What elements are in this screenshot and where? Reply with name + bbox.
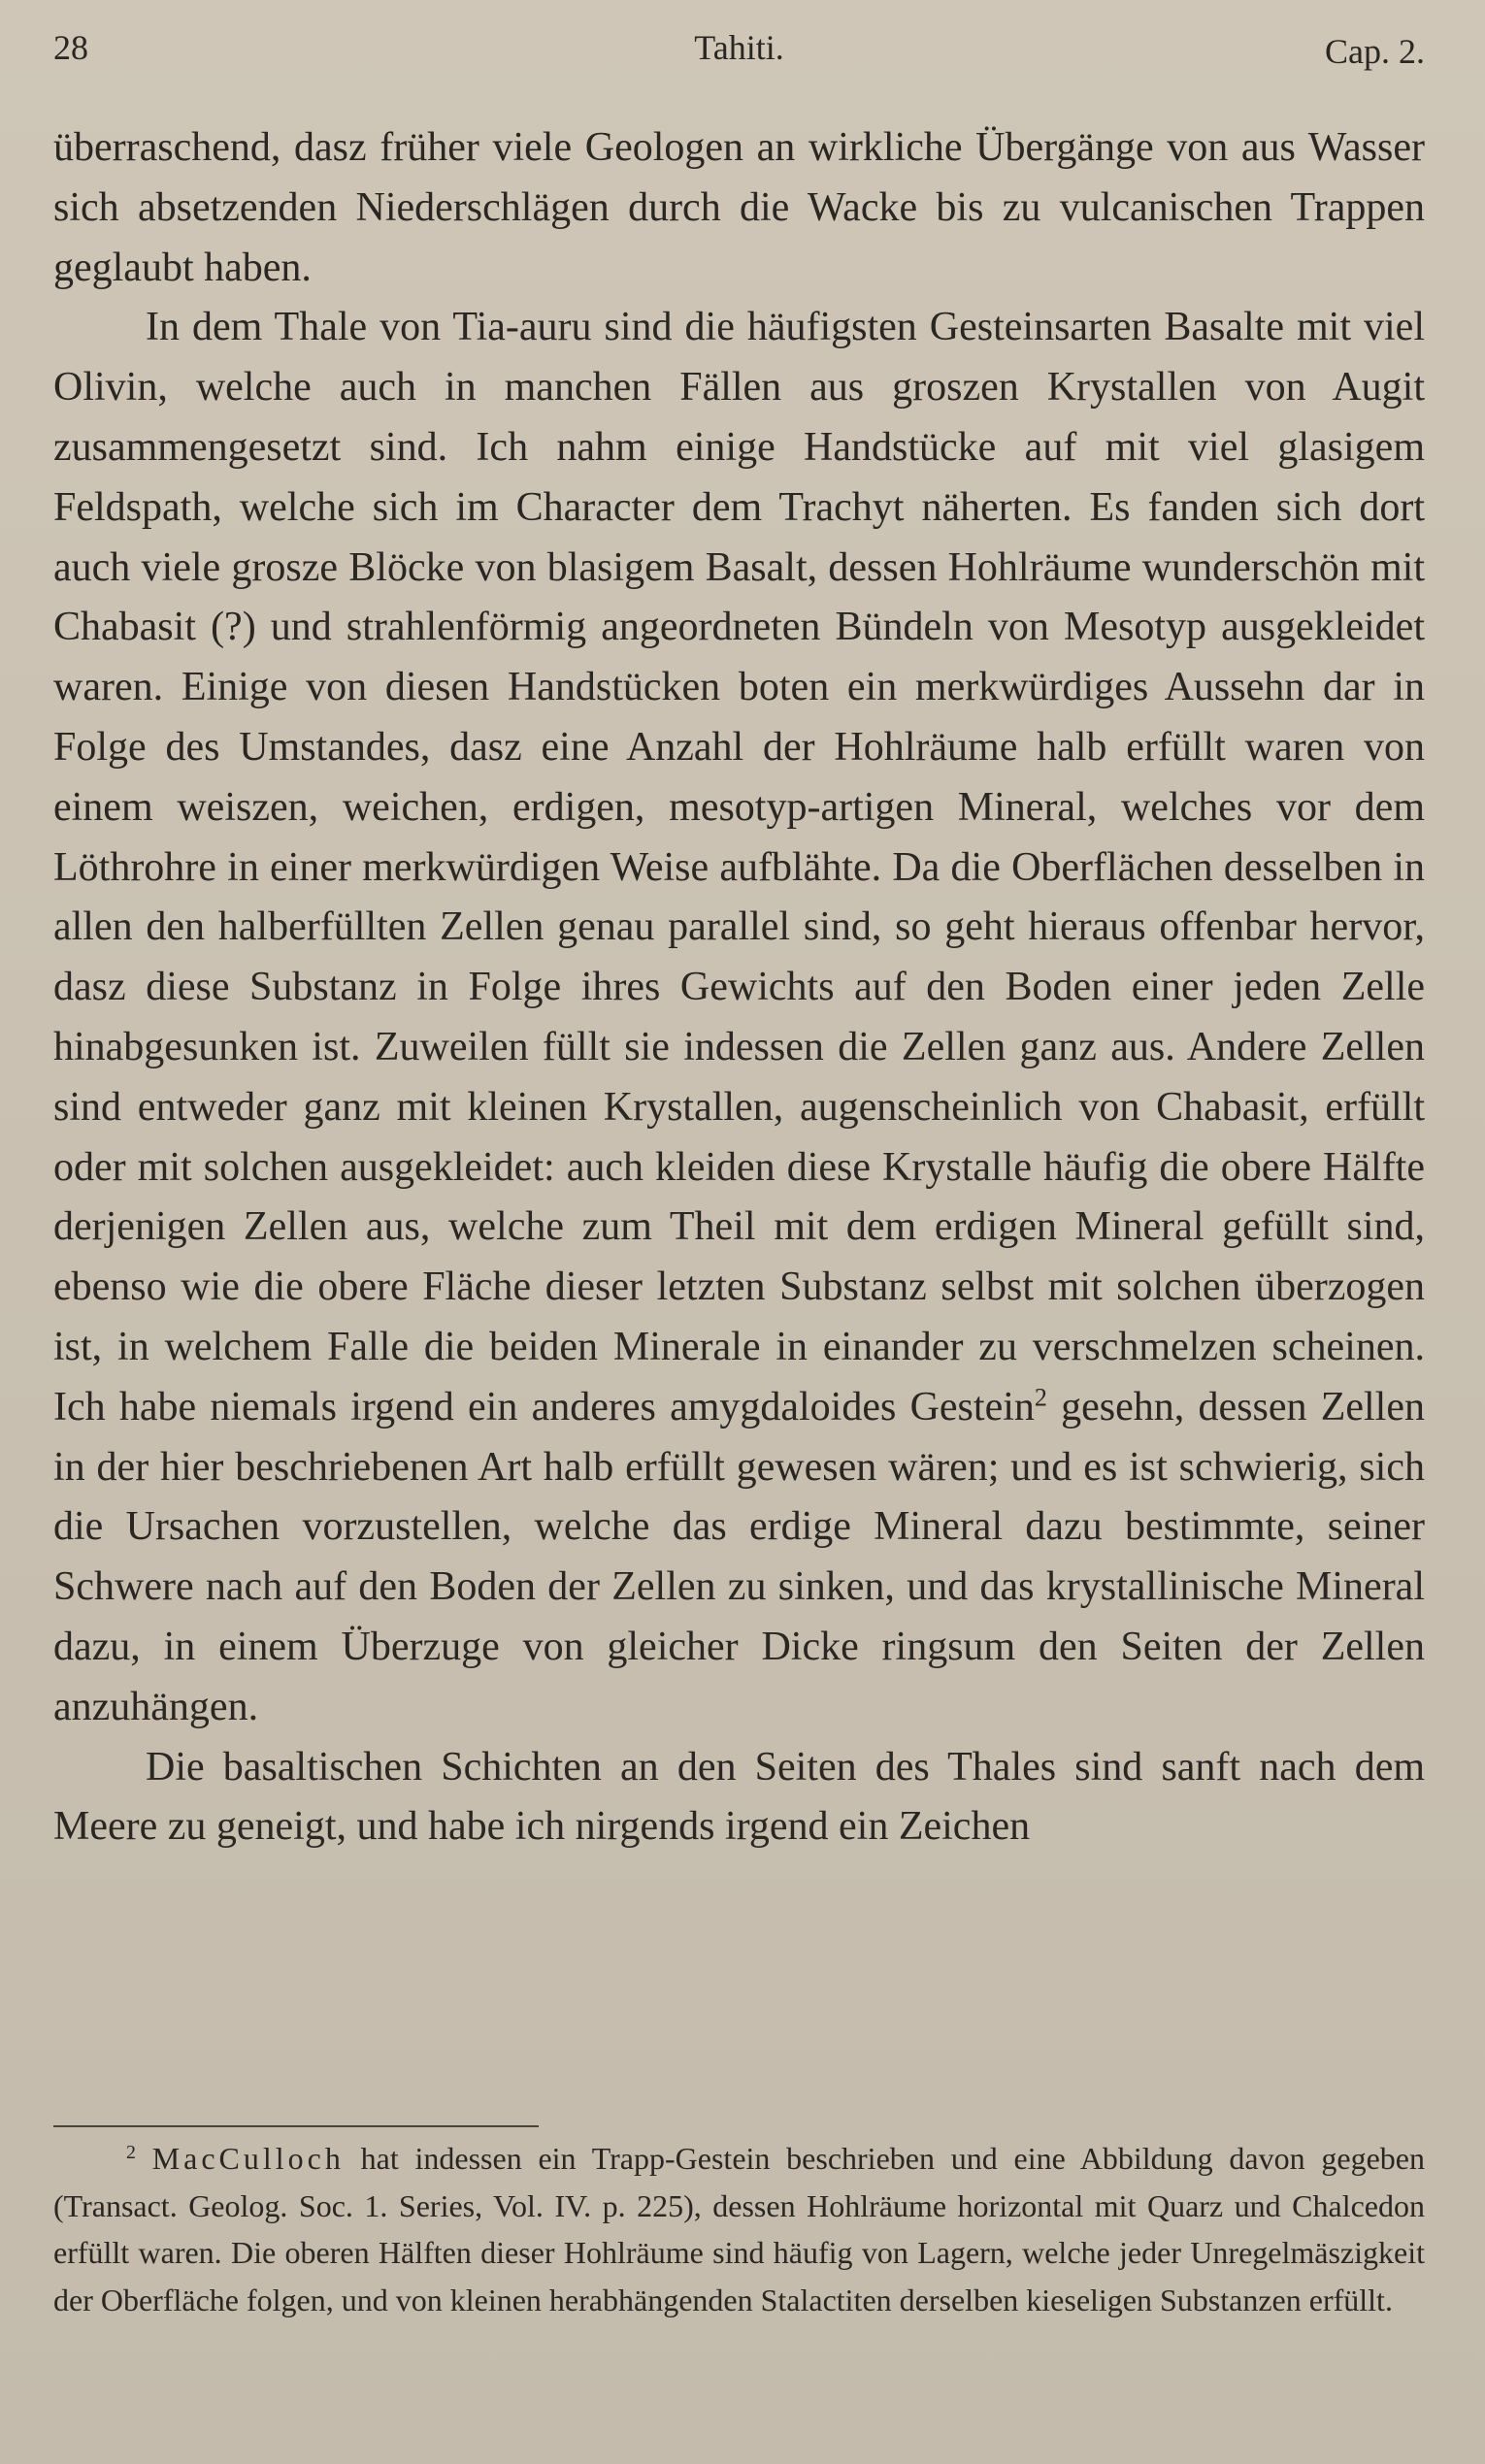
footnote-text: hat indessen ein Trapp-Gestein beschrieben und eine Abbildung davon gegeben (Transact. Geolog. Soc. 1. Series, Vol. IV. p. 225), dessen Hohlräume horizontal mit Quarz und Chalcedon erfüllt waren. Die oberen Hälften dieser Hohlräume sind häufig von Lagern, welche jeder Unregelmäszigkeit der Oberfläche folgen, und von kleinen herabhängenden Stalactiten derselben kieseligen Substanzen erfüllt. <box>53 2141 1426 2317</box>
footnote-rule <box>53 2125 539 2127</box>
running-title: Tahiti. <box>694 28 784 67</box>
paragraph-tia-auru <box>53 298 1425 1737</box>
footnote-author: MacCulloch <box>151 2141 345 2176</box>
chapter-label: Cap. 2. <box>1325 32 1425 71</box>
paragraph-text: In dem Thale von Tia-auru sind die häufigsten Gesteinsarten Basalte mit viel Olivin, welche auch in manchen Fällen aus groszen Krystallen von Augit zusammengesetzt sind. Ich nahm einige Handstücke auf mit viel glasigem Feldspath, welche sich im Character dem Trachyt näherten. Es fanden sich dort auch viele grosze Blöcke von blasigem Basalt, dessen Hohlräume wunderschön mit Chabasit (?) und strahlenförmig angeordneten Bündeln von Mesotyp ausgekleidet waren. Einige von diesen Handstücken boten ein merkwürdiges Aussehn dar in Folge des Umstandes, dasz eine Anzahl der Hohlräume halb erfüllt waren von einem weiszen, weichen, erdigen, mesotyp-artigen Mineral, welches vor dem Löthrohre in einer merkwürdigen Weise aufblähte. Da die Oberflächen desselben in allen den halberfüllten Zellen genau parallel sind, so geht hieraus offenbar hervor, dasz diese Substanz in Folge ihres Gewichts auf den Boden einer jeden Zelle hinabgesunken ist. Zuweilen füllt sie indessen die Zellen ganz aus. Andere Zellen sind entweder ganz mit kleinen Krystallen, augenscheinlich von Chabasit, erfüllt oder mit solchen ausgekleidet: auch kleiden diese Krystalle häufig die obere Hälfte derjenigen Zellen aus, welche zum Theil mit dem erdigen Mineral gefüllt sind, ebenso wie die obere Fläche dieser letzten Substanz selbst mit solchen überzogen ist, in welchem Falle die beiden Minerale in einander zu verschmelzen scheinen. Ich habe niemals irgend ein anderes amygdaloides Gestein <box>53 305 1425 1429</box>
running-header <box>53 27 1425 76</box>
page-number: 28 <box>53 28 88 67</box>
footnote-paragraph <box>53 2135 1425 2323</box>
footnote <box>53 2135 1425 2323</box>
paragraph-text-continued: gesehn, dessen Zellen in der hier beschriebenen Art halb erfüllt gewesen wären; und es ist schwierig, sich die Ursachen vorzustellen, welche das erdige Mineral dazu bestimmte, seiner Schwere nach auf den Boden der Zellen zu sinken, und das krystallinische Mineral dazu, in einem Überzuge von gleicher Dicke ringsum den Seiten der Zellen anzuhängen. <box>53 1384 1425 1729</box>
paragraph-basalt-layers: Die basaltischen Schichten an den Seiten des Thales sind sanft nach dem Meere zu geneigt, und habe ich nirgends irgend ein Zeichen <box>53 1744 1425 1850</box>
main-text <box>53 118 1425 1857</box>
paragraph-continued: überraschend, dasz früher viele Geologen an wirkliche Übergänge von aus Wasser sich absetzenden Niederschlägen durch die Wacke bis zu vulcanischen Trappen geglaubt haben. <box>53 125 1425 290</box>
footnote-reference[interactable]: 2 <box>1034 1383 1047 1412</box>
footnote-mark: 2 <box>126 2142 136 2164</box>
